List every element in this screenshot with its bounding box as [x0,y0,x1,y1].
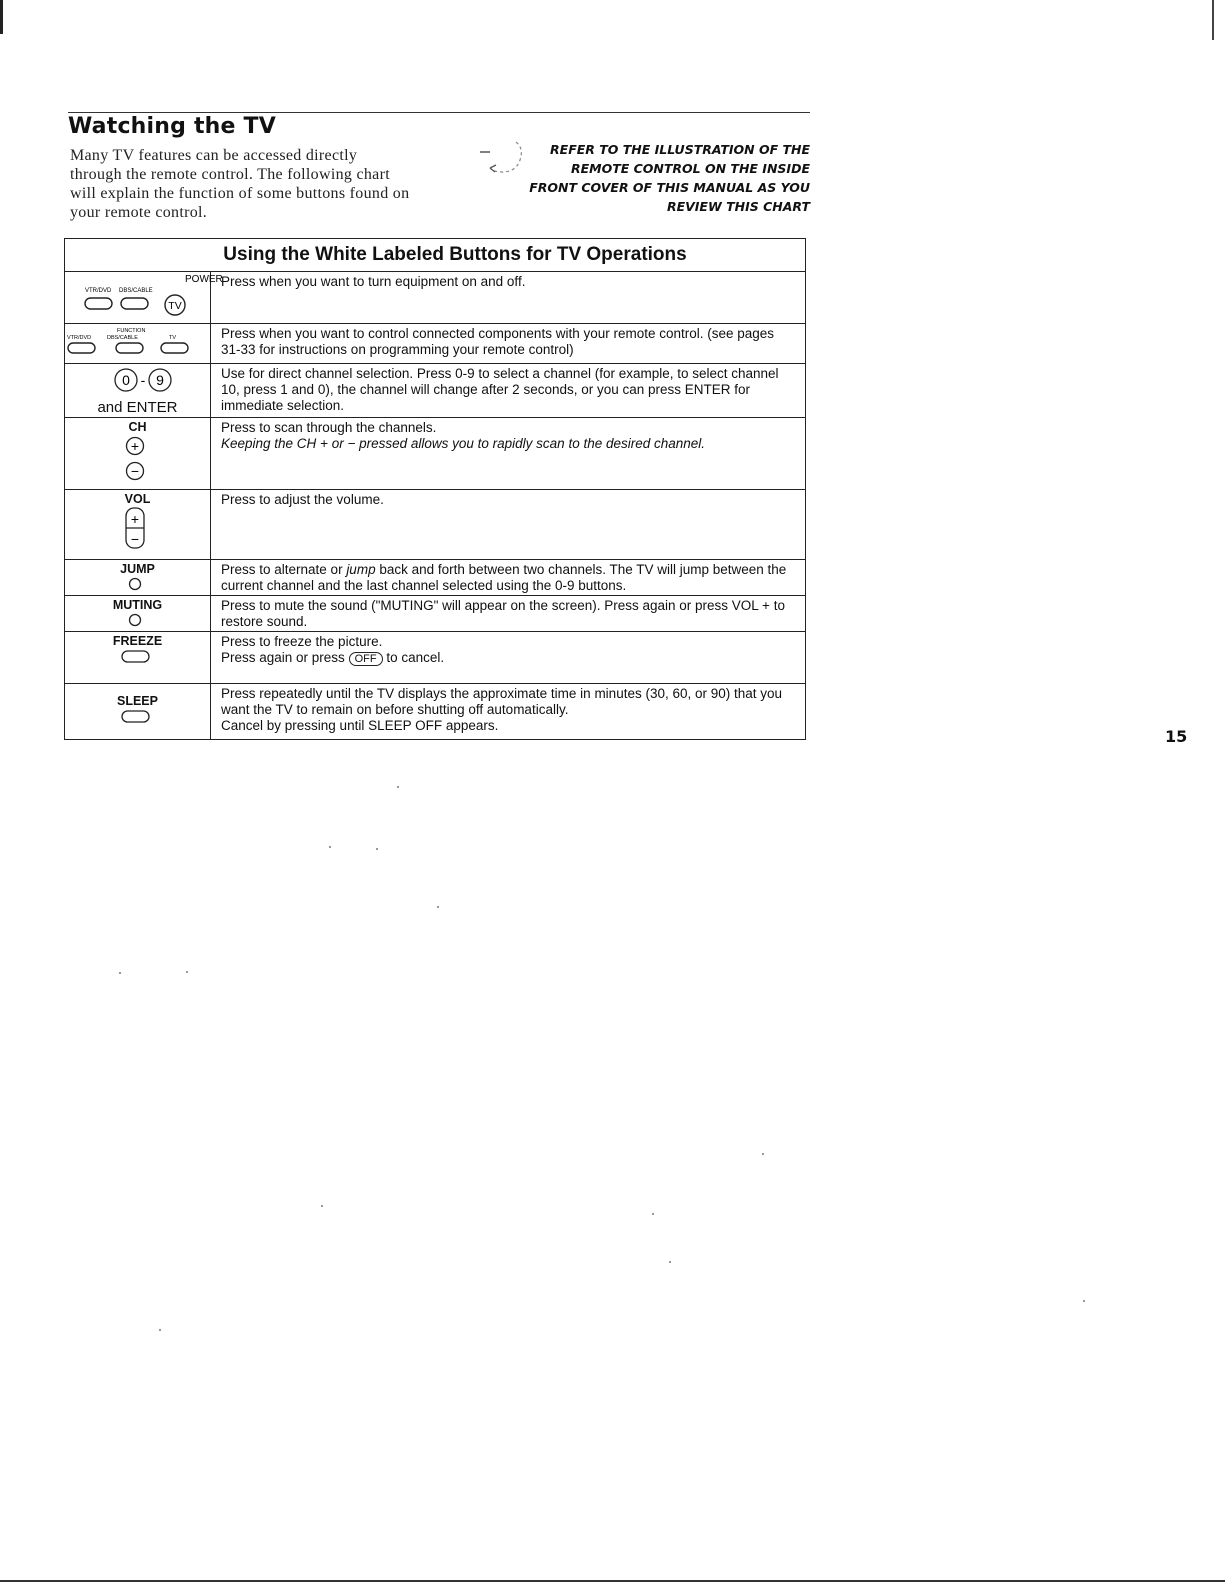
dbs-cable-button-icon [121,298,148,309]
scan-speck [437,906,439,908]
power-description: Press when you want to turn equipment on and off. [211,272,806,324]
jump-label: JUMP [120,562,155,576]
tv-key-label: TV [168,300,182,312]
table-row-freeze [65,632,806,684]
table-row-muting [65,596,806,632]
number-description: Use for direct channel selection. Press 0-9 to select a channel (for example, to select channel 10, press 1 and 0), the channel will change after 2 seconds, or you can press ENTER for immediate selection. [211,364,806,418]
freeze-button-cell [65,632,211,684]
freeze-cancel-after: to cancel. [382,650,445,665]
jump-description [211,560,806,596]
table-row-numbers [65,364,806,418]
scan-speck [119,972,121,974]
scan-speck [652,1213,654,1215]
function-buttons-icon [65,324,210,360]
channel-note: Keeping the CH + or − pressed allows you to rapidly scan to the desired channel. [221,436,706,451]
volume-minus-sign: − [130,531,140,547]
volume-description: Press to adjust the volume. [211,490,806,560]
muting-description: Press to mute the sound ("MUTING" will appear on the screen). Press again or press VOL + to restore sound. [211,596,806,632]
vtr-dvd-label: VTR/DVD [67,335,92,341]
scan-edge-mark [1212,0,1214,40]
sleep-button-icon [65,708,210,726]
volume-buttons-cell [65,490,211,560]
volume-plus-sign: + [130,511,140,527]
scan-speck [1083,1300,1085,1302]
tv-function-button-icon [161,343,188,353]
table-heading: Using the White Labeled Buttons for TV Operations [65,239,806,272]
enter-label: and ENTER [97,399,178,416]
freeze-description-cell [211,632,806,684]
channel-buttons-cell [65,418,211,490]
channel-label: CH [128,420,147,434]
vtr-dvd-button-icon [85,298,112,309]
table-header-row [65,239,806,272]
power-label: POWER [185,274,223,285]
tv-label: TV [169,335,177,341]
sleep-cancel-note: Cancel by pressing until SLEEP OFF appears. [221,718,499,733]
jump-desc-after: back and forth between two channels. The TV will jump between the current channel and the last channel selected using the 0-9 buttons. [221,562,787,593]
table-row-function [65,324,806,364]
intro-paragraph: Many TV features can be accessed directly through the remote control. The following chart will explain the function of some buttons found on your remote control. [70,147,410,221]
range-dash: - [140,372,146,388]
jump-button-icon [65,576,210,592]
page-bottom-edge [0,1580,1225,1582]
vtr-dvd-label: VTR/DVD [85,288,112,294]
scan-edge-mark [0,0,3,34]
muting-button-icon [65,612,210,628]
dbs-cable-button-icon [116,343,143,353]
number-buttons-icon [65,364,210,396]
refer-note: REFER TO THE ILLUSTRATION OF THE REMOTE CONTROL ON THE INSIDE FRONT COVER OF THIS MANUAL AS YOU REVIEW THIS CHART [529,142,810,214]
scan-speck [321,1205,323,1207]
freeze-description: Press to freeze the picture. [221,634,383,649]
function-label: FUNCTION [117,328,146,334]
off-button-icon: OFF [349,652,383,666]
number-buttons-cell [65,364,211,418]
scan-speck [397,786,399,788]
volume-label: VOL [124,492,151,506]
freeze-label: FREEZE [112,634,163,648]
button-operations-table [64,238,806,740]
table-row-power [65,272,806,324]
sleep-description: Press repeatedly until the TV displays the approximate time in minutes (30, 60, or 90) that you want the TV to remain on before shutting off automatically. [221,686,783,717]
page-number: 15 [1165,727,1188,746]
vtr-dvd-button-icon [68,343,95,353]
power-buttons-cell [65,272,223,324]
sleep-button-cell [65,684,211,740]
channel-description-cell [211,418,806,490]
jump-desc-before: Press to alternate or [221,562,347,577]
scan-speck [669,1261,671,1263]
dbs-cable-label: DBS/CABLE [107,335,138,341]
freeze-cancel-line [221,650,797,666]
table-row-volume [65,490,806,560]
jump-desc-italic: jump [346,562,376,577]
nine-key-label: 9 [156,372,164,388]
channel-rocker-icon [65,434,210,486]
jump-button-cell [65,560,211,596]
muting-button-cell [65,596,211,632]
freeze-button-icon [65,648,210,666]
volume-rocker-icon [65,506,210,556]
channel-description: Press to scan through the channels. [221,420,437,435]
dbs-cable-label: DBS/CABLE [119,288,153,294]
channel-minus-sign: − [130,463,140,479]
table-row-sleep [65,684,806,740]
scan-speck [376,848,378,850]
scan-speck [159,1329,161,1331]
table-row-channel [65,418,806,490]
power-buttons-icon [65,272,223,320]
function-buttons-cell [65,324,211,364]
sleep-description-cell [211,684,806,740]
page-title: Watching the TV [68,114,276,139]
scan-speck [762,1153,764,1155]
channel-plus-sign: + [130,438,140,454]
scan-speck [329,846,331,848]
freeze-cancel-before: Press again or press [221,650,349,665]
zero-key-label: 0 [122,372,130,388]
function-description: Press when you want to control connected components with your remote control. (see pages 31-33 for instructions on programming your remote control) [211,324,806,364]
muting-label: MUTING [112,598,163,612]
header-rule [68,112,810,113]
sleep-label: SLEEP [117,694,158,708]
scan-speck [186,971,188,973]
table-row-jump [65,560,806,596]
